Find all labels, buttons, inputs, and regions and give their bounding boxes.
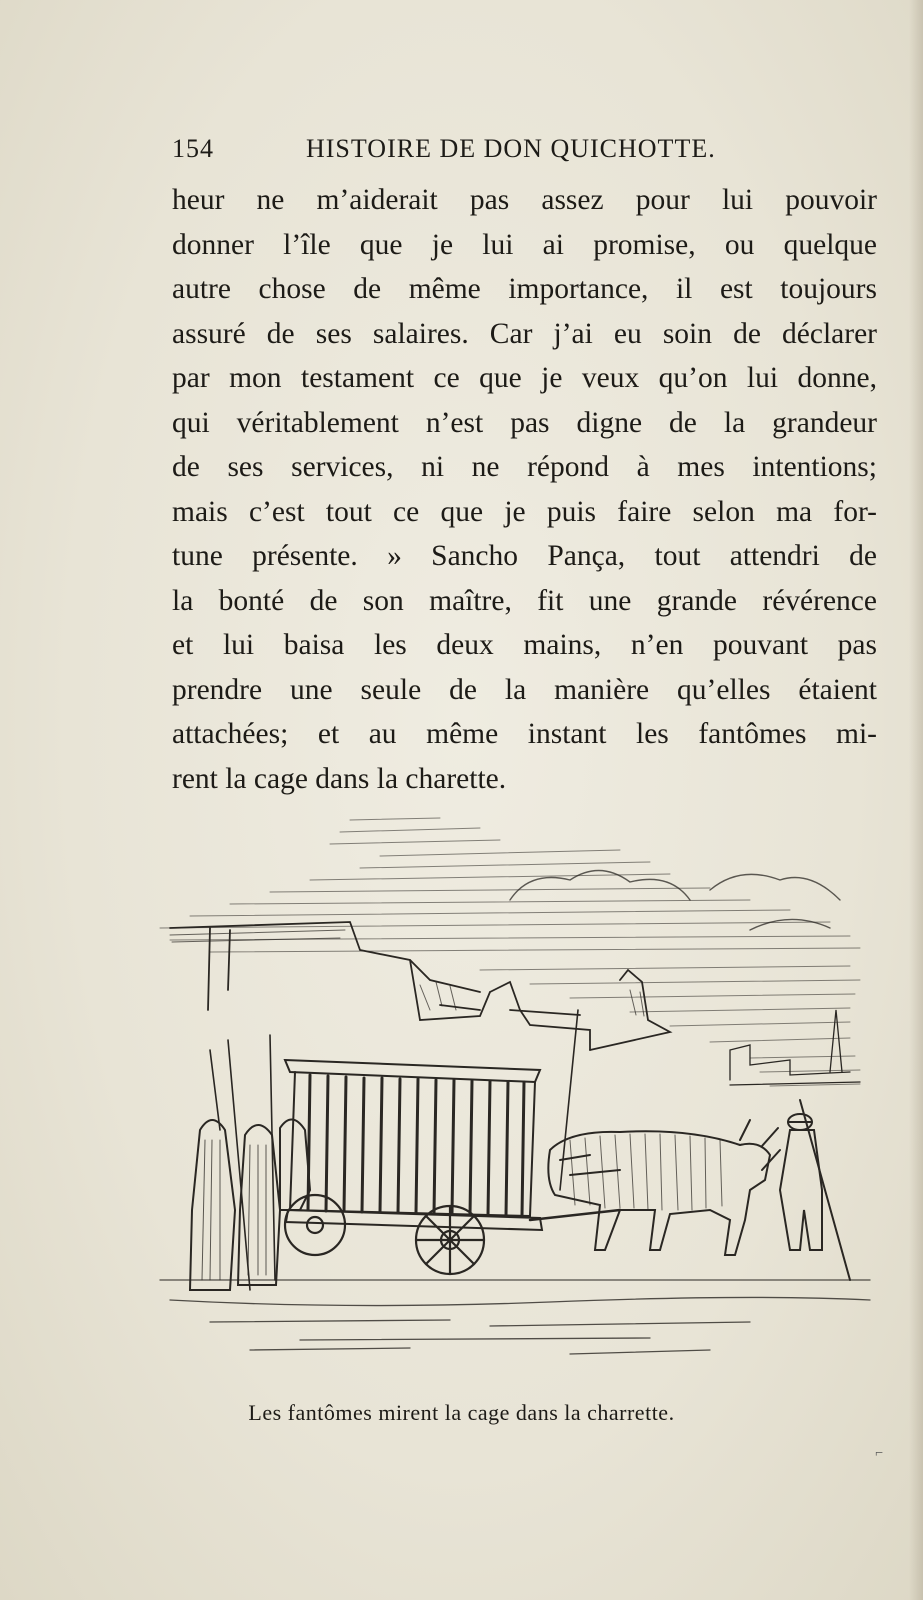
text-line: et lui baisa les deux mains, n’en pouvant pas: [172, 629, 877, 661]
illustration-caption: Les fantômes mirent la cage dans la charrette.: [248, 1400, 675, 1425]
page-edge-shadow: [909, 0, 923, 1600]
text-line: de ses services, ni ne répond à mes intentions;: [172, 451, 877, 483]
text-line: qui véritablement n’est pas digne de la grandeur: [172, 406, 877, 439]
body-text: [172, 178, 877, 801]
text-line: assuré de ses salaires. Car j’ai eu soin de déclarer: [172, 317, 877, 350]
engraving-ox-cart-cage: [150, 810, 880, 1380]
engraving-illustration: [150, 810, 880, 1380]
running-header: [172, 134, 867, 170]
text-line: tune présente. » Sancho Pança, tout attendri de: [172, 540, 877, 572]
text-line: attachées; et au même instant les fantômes mi-: [172, 718, 877, 750]
page-number: 154: [172, 134, 214, 163]
text-line: donner l’île que je lui ai promise, ou quelque: [172, 228, 877, 261]
text-line: autre chose de même importance, il est toujours: [172, 273, 877, 305]
text-line: la bonté de son maître, fit une grande révérence: [172, 584, 877, 617]
text-line: rent la cage dans la charette.: [172, 762, 507, 795]
text-line: prendre une seule de la manière qu’elles étaient: [172, 673, 877, 706]
text-line: heur ne m’aiderait pas assez pour lui pouvoir: [172, 184, 877, 216]
corner-mark: ⌐: [875, 1446, 883, 1461]
text-line: mais c’est tout ce que je puis faire selon ma for-: [172, 495, 877, 528]
text-line: par mon testament ce que je veux qu’on lui donne,: [172, 362, 877, 394]
running-title: HISTOIRE DE DON QUICHOTTE.: [306, 134, 716, 163]
